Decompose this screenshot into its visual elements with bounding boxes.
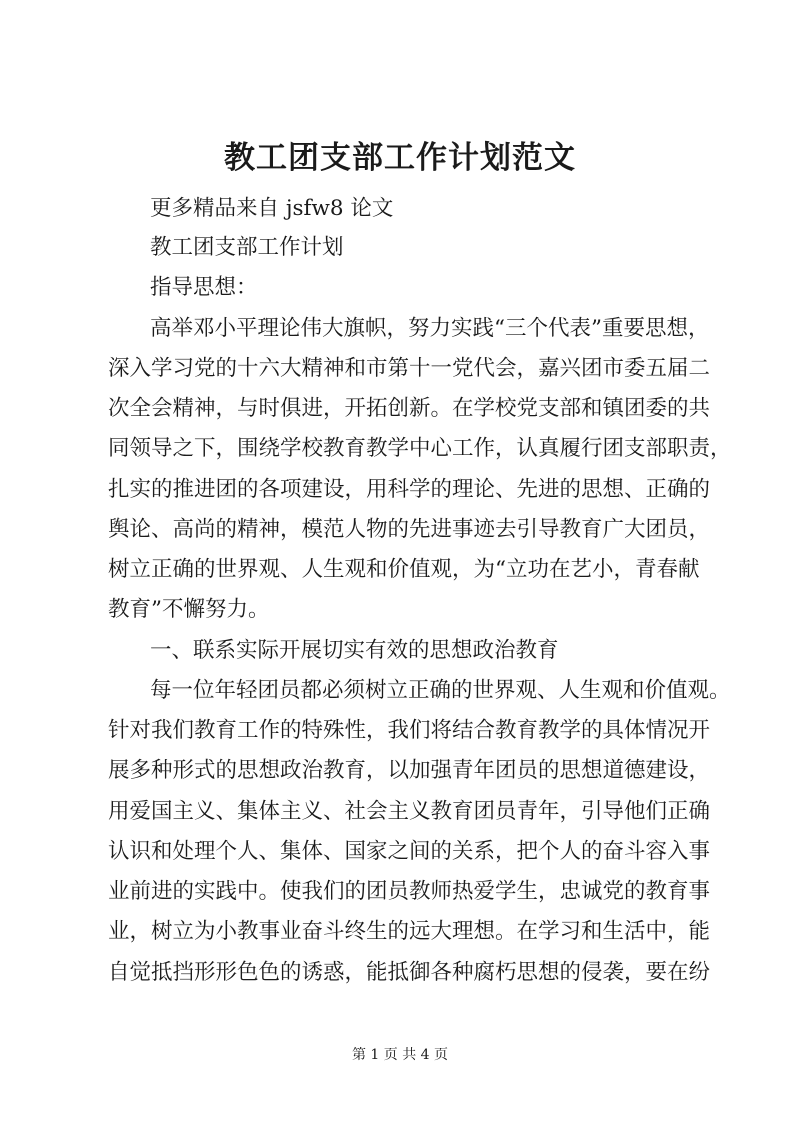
paragraph1-line: 扎实的推进团的各项建设，用科学的理论、先进的思想、正确的 — [108, 477, 711, 502]
document-title: 教工团支部工作计划范文 — [224, 140, 576, 176]
paragraph2-line: 每一位年轻团员都必须树立正确的世界观、人生观和价值观。 — [150, 678, 731, 703]
paragraph1-line: 高举邓小平理论伟大旗帜，努力实践“三个代表”重要思想， — [150, 316, 710, 341]
paragraph2-line: 针对我们教育工作的特殊性，我们将结合教育教学的具体情况开 — [108, 718, 711, 743]
paragraph1-line: 同领导之下，围绕学校教育教学中心工作，认真履行团支部职责， — [108, 436, 732, 461]
paragraph2-line: 展多种形式的思想政治教育，以加强青年团员的思想道德建设， — [108, 758, 711, 783]
paragraph1-line: 树立正确的世界观、人生观和价值观，为“立功在艺小，青春献 — [108, 557, 700, 582]
intro-source-line: 更多精品来自 jsfw8 论文 — [150, 196, 394, 221]
intro-plan-title: 教工团支部工作计划 — [150, 235, 344, 260]
paragraph1-line: 深入学习党的十六大精神和市第十一党代会，嘉兴团市委五届二 — [108, 356, 711, 381]
page-number-footer: 第 1 页 共 4 页 — [351, 1047, 449, 1063]
paragraph2-line: 认识和处理个人、集体、国家之间的关系，把个人的奋斗容入事 — [108, 839, 711, 864]
paragraph2-line: 业前进的实践中。使我们的团员教师热爱学生，忠诚党的教育事 — [108, 879, 711, 904]
section-heading: 一、联系实际开展切实有效的思想政治教育 — [150, 638, 559, 663]
paragraph1-line: 教育”不懈努力。 — [108, 597, 270, 622]
paragraph2-line: 自觉抵挡形形色色的诱惑，能抵御各种腐朽思想的侵袭，要在纷 — [108, 960, 711, 985]
guiding-thought-label: 指导思想： — [150, 275, 258, 300]
paragraph1-line: 次全会精神，与时俱进，开拓创新。在学校党支部和镇团委的共 — [108, 396, 711, 421]
paragraph1-line: 舆论、高尚的精神，模范人物的先进事迹去引导教育广大团员， — [108, 517, 711, 542]
paragraph2-line: 用爱国主义、集体主义、社会主义教育团员青年，引导他们正确 — [108, 799, 711, 824]
paragraph2-line: 业，树立为小教事业奋斗终生的远大理想。在学习和生活中，能 — [108, 919, 711, 944]
